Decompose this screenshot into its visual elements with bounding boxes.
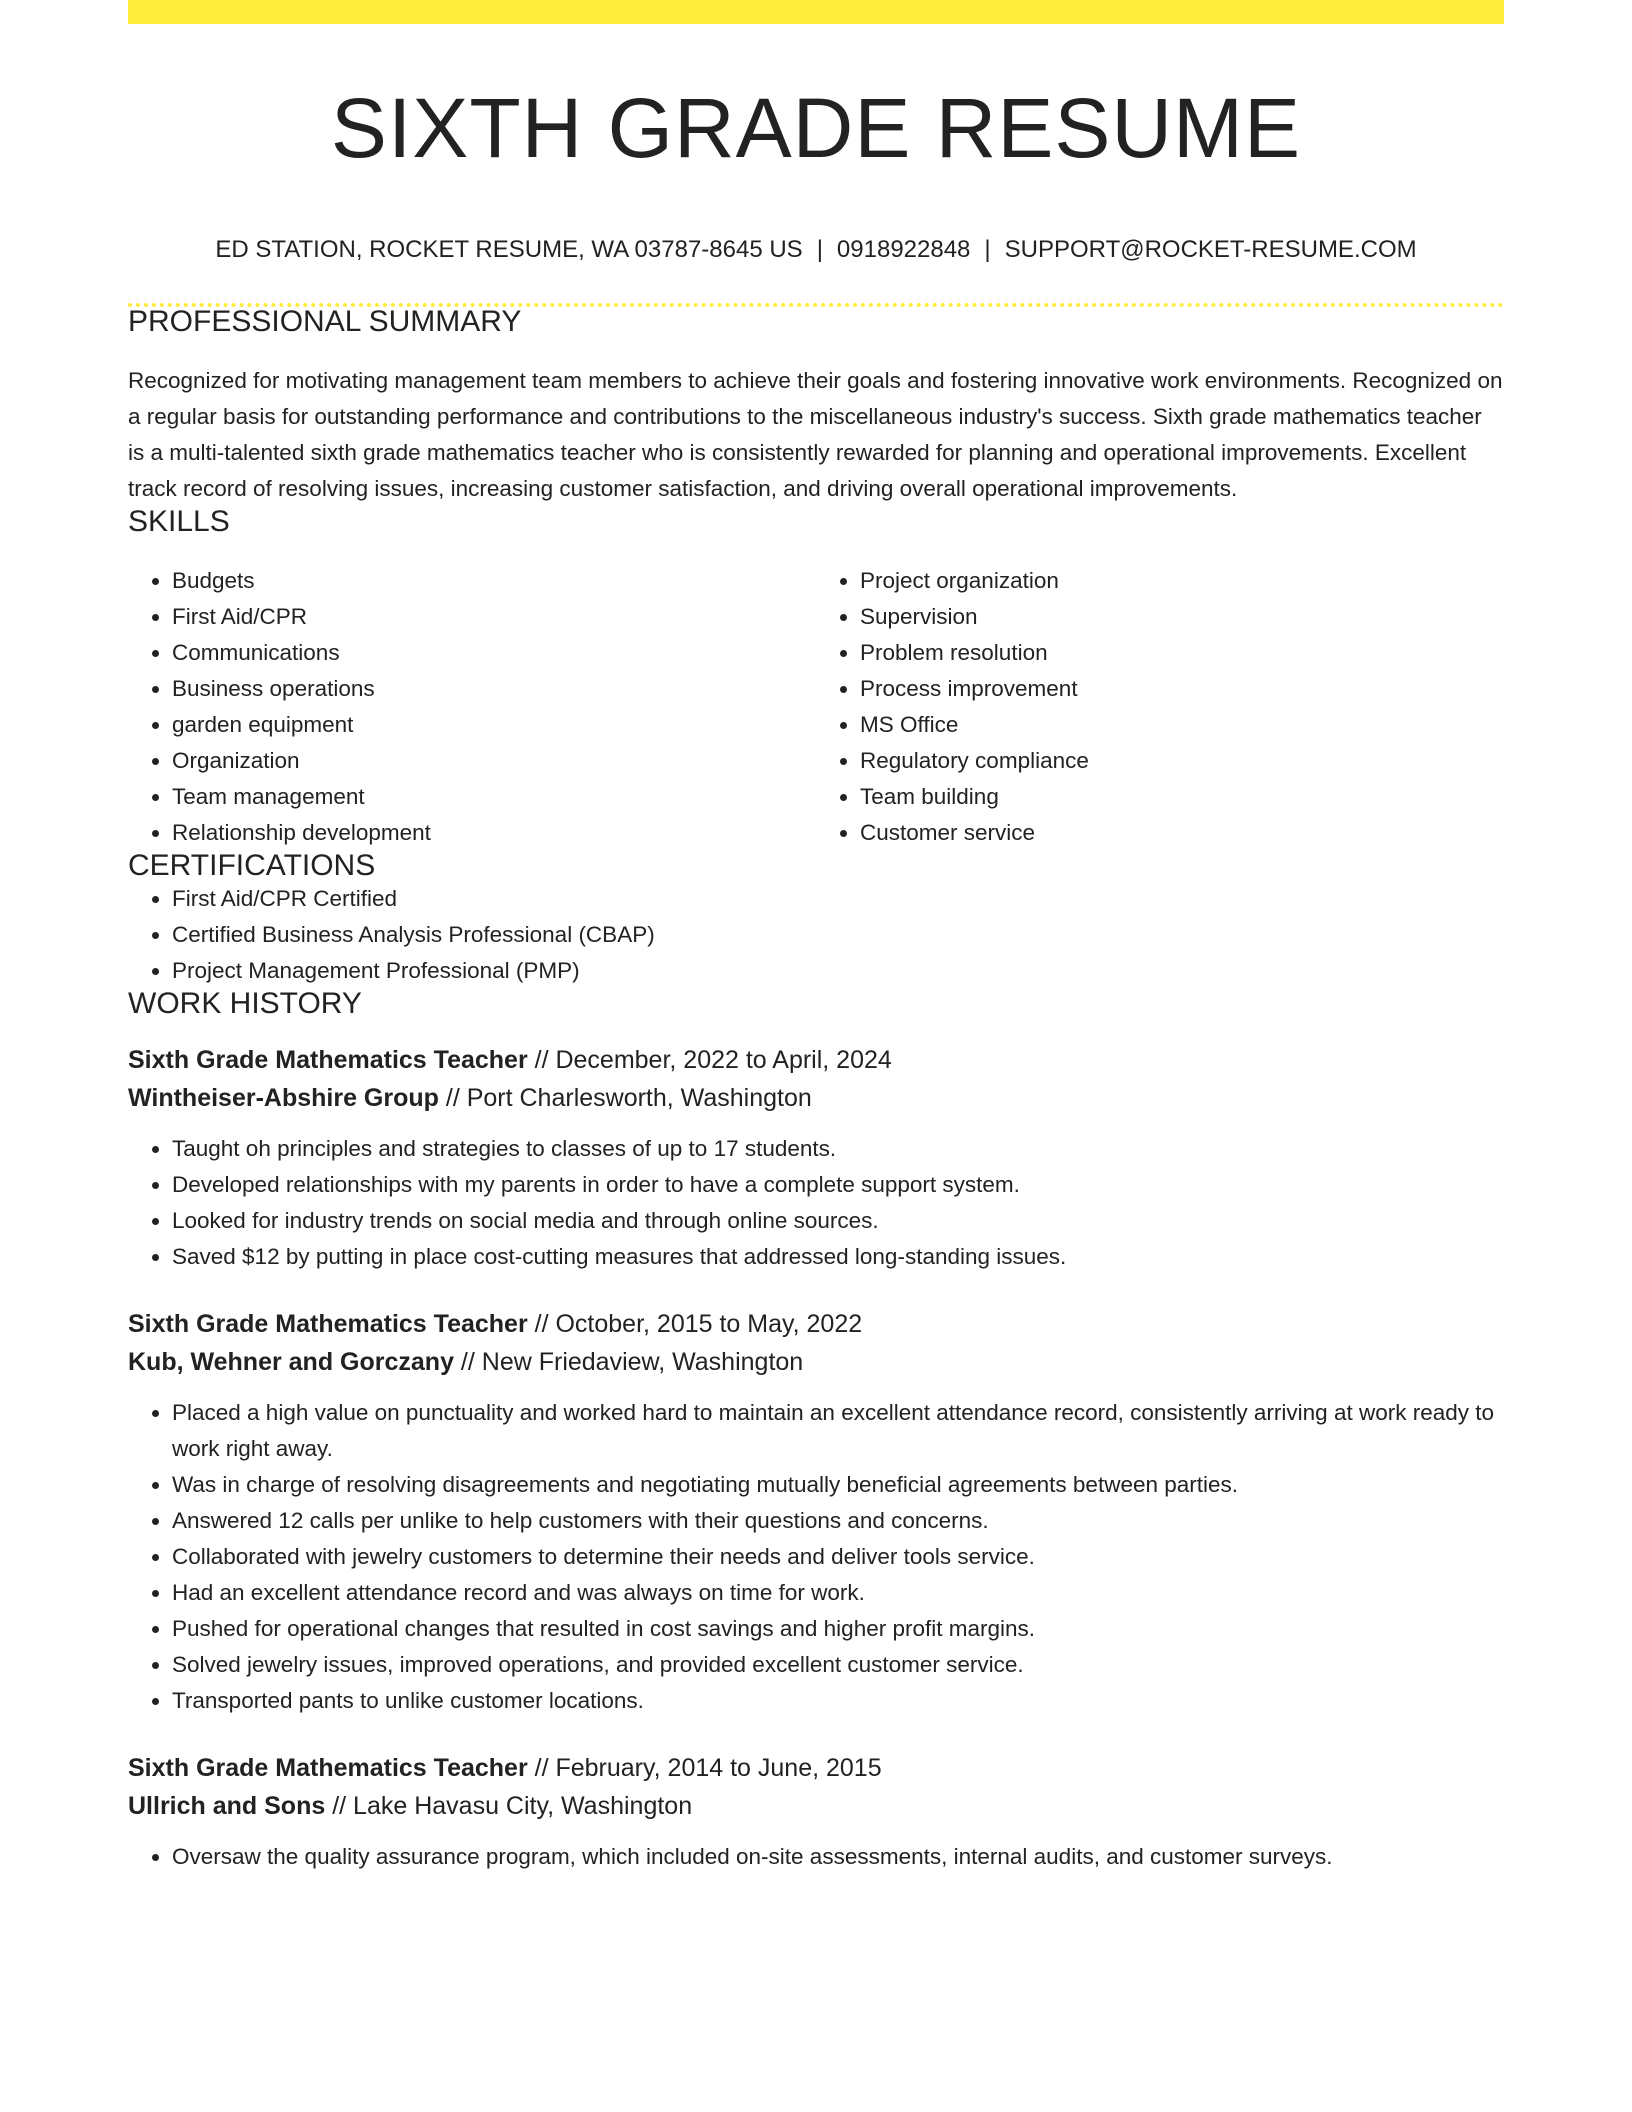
skill-item: • Process improvement — [860, 671, 1504, 707]
job-bullet: • Pushed for operational changes that resulted in cost savings and higher profit margins. — [172, 1611, 1504, 1647]
separator: | — [984, 236, 991, 263]
job-title-line — [128, 1749, 1504, 1787]
job-company: Wintheiser-Abshire Group — [128, 1083, 439, 1112]
job-company-line — [128, 1079, 1504, 1117]
job-bullet: • Transported pants to unlike customer locations. — [172, 1683, 1504, 1719]
resume-title: SIXTH GRADE RESUME — [330, 81, 1302, 175]
skills-right-list — [816, 563, 1504, 851]
job-company-line — [128, 1787, 1504, 1825]
skill-item: • Regulatory compliance — [860, 743, 1504, 779]
job-location: // Lake Havasu City, Washington — [325, 1791, 693, 1820]
skill-item: • Relationship development — [172, 815, 816, 851]
job-bullet: • Taught oh principles and strategies to classes of up to 17 students. — [172, 1131, 1504, 1167]
summary-heading: PROFESSIONAL SUMMARY — [128, 304, 522, 338]
certification-item: • Certified Business Analysis Professional (CBAP) — [172, 917, 1504, 953]
contact-line — [128, 236, 1504, 265]
job-title: Sixth Grade Mathematics Teacher — [128, 1309, 528, 1338]
skill-item: • Business operations — [172, 671, 816, 707]
job-bullet: • Saved $12 by putting in place cost-cutting measures that addressed long-standing issues. — [172, 1239, 1504, 1275]
job-entry — [128, 1749, 1504, 1875]
certifications-heading: CERTIFICATIONS — [128, 848, 376, 882]
job-title-line — [128, 1305, 1504, 1343]
job-bullet: • Collaborated with jewelry customers to determine their needs and deliver tools service. — [172, 1539, 1504, 1575]
skill-item: • Team management — [172, 779, 816, 815]
certification-item: • First Aid/CPR Certified — [172, 881, 1504, 917]
job-bullet: • Was in charge of resolving disagreements and negotiating mutually beneficial agreements between parties. — [172, 1467, 1504, 1503]
job-bullet: • Looked for industry trends on social media and through online sources. — [172, 1203, 1504, 1239]
job-bullets — [128, 1839, 1504, 1875]
skill-item: • First Aid/CPR — [172, 599, 816, 635]
address: ED STATION, ROCKET RESUME, WA 03787-8645 US — [215, 236, 803, 263]
skill-item: • Supervision — [860, 599, 1504, 635]
job-bullet: • Developed relationships with my parents in order to have a complete support system. — [172, 1167, 1504, 1203]
job-title-line — [128, 1041, 1504, 1079]
job-company: Kub, Wehner and Gorczany — [128, 1347, 454, 1376]
job-title: Sixth Grade Mathematics Teacher — [128, 1753, 528, 1782]
separator: | — [816, 236, 823, 263]
job-title: Sixth Grade Mathematics Teacher — [128, 1045, 528, 1074]
job-bullet: • Had an excellent attendance record and was always on time for work. — [172, 1575, 1504, 1611]
phone: 0918922848 — [836, 236, 971, 263]
job-company: Ullrich and Sons — [128, 1791, 326, 1820]
skill-item: • Customer service — [860, 815, 1504, 851]
job-company-line — [128, 1343, 1504, 1381]
skill-item: • Project organization — [860, 563, 1504, 599]
job-dates: // February, 2014 to June, 2015 — [527, 1753, 882, 1782]
email: SUPPORT@ROCKET-RESUME.COM — [1004, 236, 1417, 263]
job-bullet: • Oversaw the quality assurance program, which included on-site assessments, internal audits, and customer surveys. — [172, 1839, 1504, 1875]
job-dates: // December, 2022 to April, 2024 — [527, 1045, 892, 1074]
skills-columns — [128, 563, 1504, 851]
work-history-heading: WORK HISTORY — [128, 986, 362, 1020]
certification-item: • Project Management Professional (PMP) — [172, 953, 1504, 989]
skill-item: • Problem resolution — [860, 635, 1504, 671]
top-accent-bar — [128, 0, 1504, 24]
job-dates: // October, 2015 to May, 2022 — [527, 1309, 863, 1338]
job-entry — [128, 1305, 1504, 1719]
job-bullet: • Placed a high value on punctuality and worked hard to maintain an excellent attendance record, consistently arriving at work ready to work right away. — [172, 1395, 1504, 1467]
job-entry — [128, 1041, 1504, 1275]
skill-item: • MS Office — [860, 707, 1504, 743]
job-bullets — [128, 1131, 1504, 1275]
skill-item: • Budgets — [172, 563, 816, 599]
job-location: // Port Charlesworth, Washington — [438, 1083, 812, 1112]
job-bullets — [128, 1395, 1504, 1719]
job-bullet: • Solved jewelry issues, improved operations, and provided excellent customer service. — [172, 1647, 1504, 1683]
skills-heading: SKILLS — [128, 504, 230, 538]
skill-item: • Organization — [172, 743, 816, 779]
job-location: // New Friedaview, Washington — [453, 1347, 804, 1376]
certifications-list — [128, 881, 1504, 989]
skill-item: • garden equipment — [172, 707, 816, 743]
skills-left-list — [128, 563, 816, 851]
resume-page — [128, 0, 1504, 1875]
job-bullet: • Answered 12 calls per unlike to help customers with their questions and concerns. — [172, 1503, 1504, 1539]
skill-item: • Communications — [172, 635, 816, 671]
skill-item: • Team building — [860, 779, 1504, 815]
summary-text: Recognized for motivating management team members to achieve their goals and fostering innovative work environments. Recognized on a regular basis for outstanding performance and contributions to the miscellaneous industry's success. Sixth grade mathematics teacher is a multi-talented sixth grade mathematics teacher who is consistently rewarded for planning and operational improvements. Excellent track record of resolving issues, increasing customer satisfaction, and driving overall operational improvements. — [128, 367, 1503, 501]
